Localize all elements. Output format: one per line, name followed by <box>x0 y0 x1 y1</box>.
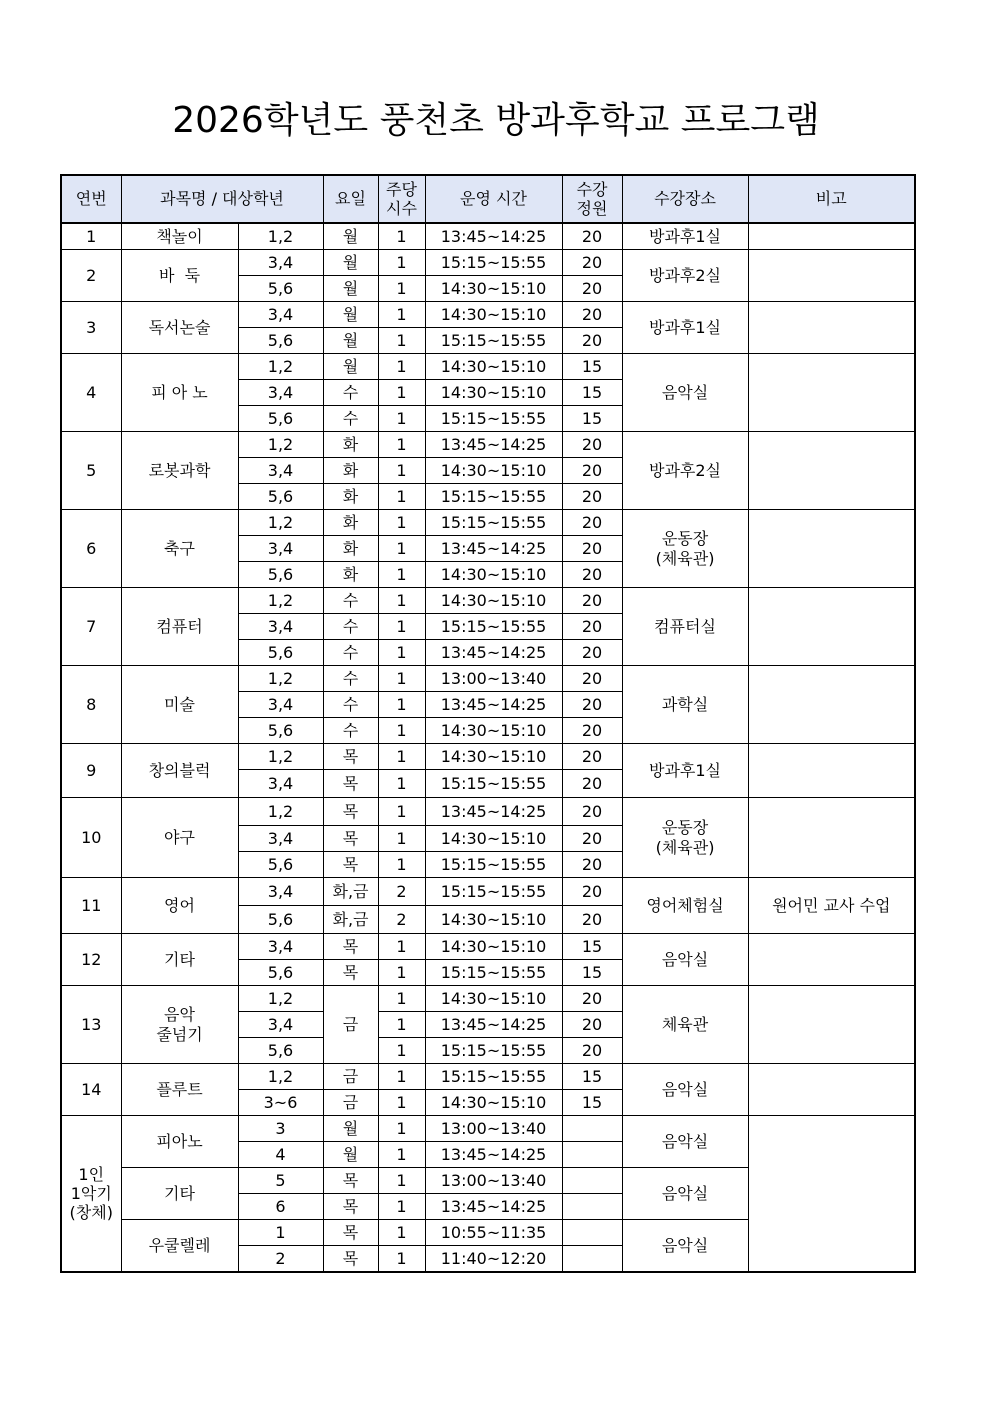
hours-cell: 1 <box>378 510 425 536</box>
hours-cell: 1 <box>378 276 425 302</box>
hours-cell: 1 <box>378 458 425 484</box>
time-cell: 15:15~15:55 <box>425 614 562 640</box>
subject-name: 창의블럭 <box>121 744 238 798</box>
note-cell <box>748 666 915 744</box>
time-cell: 14:30~15:10 <box>425 380 562 406</box>
note-cell <box>748 986 915 1064</box>
row-no: 14 <box>61 1064 121 1116</box>
subject-name: 축구 <box>121 510 238 588</box>
grade-cell: 3,4 <box>238 302 323 328</box>
time-cell: 13:00~13:40 <box>425 1116 562 1142</box>
day-cell: 목 <box>323 960 378 986</box>
day-cell: 금 <box>323 1064 378 1090</box>
day-cell: 월 <box>323 250 378 276</box>
table-row <box>61 798 915 826</box>
capacity-cell <box>562 1168 622 1194</box>
day-cell: 월 <box>323 354 378 380</box>
place-cell: 방과후1실 <box>622 744 748 798</box>
grade-cell: 5,6 <box>238 852 323 878</box>
time-cell: 14:30~15:10 <box>425 562 562 588</box>
capacity-cell: 20 <box>562 614 622 640</box>
header-time: 운영 시간 <box>425 175 562 223</box>
table-row <box>61 878 915 906</box>
row-no: 12 <box>61 934 121 986</box>
grade-cell: 4 <box>238 1142 323 1168</box>
place-cell: 방과후1실 <box>622 302 748 354</box>
subject-name: 컴퓨터 <box>121 588 238 666</box>
day-cell: 월 <box>323 302 378 328</box>
program-table <box>60 174 916 1273</box>
capacity-cell: 20 <box>562 223 622 250</box>
hours-cell: 1 <box>378 562 425 588</box>
day-cell: 수 <box>323 666 378 692</box>
grade-cell: 3,4 <box>238 1012 323 1038</box>
hours-cell: 1 <box>378 1064 425 1090</box>
hours-cell: 1 <box>378 718 425 744</box>
capacity-cell: 20 <box>562 432 622 458</box>
grade-cell: 3,4 <box>238 934 323 960</box>
capacity-cell: 20 <box>562 328 622 354</box>
capacity-cell: 20 <box>562 484 622 510</box>
subject-name: 플루트 <box>121 1064 238 1116</box>
time-cell: 13:45~14:25 <box>425 640 562 666</box>
day-cell: 목 <box>323 934 378 960</box>
time-cell: 13:00~13:40 <box>425 666 562 692</box>
day-cell: 월 <box>323 223 378 250</box>
grade-cell: 3,4 <box>238 536 323 562</box>
capacity-cell: 20 <box>562 536 622 562</box>
time-cell: 15:15~15:55 <box>425 770 562 798</box>
grade-cell: 3,4 <box>238 878 323 906</box>
day-cell: 목 <box>323 744 378 770</box>
row-no: 4 <box>61 354 121 432</box>
grade-cell: 1,2 <box>238 223 323 250</box>
hours-cell: 1 <box>378 770 425 798</box>
day-cell: 목 <box>323 1246 378 1273</box>
hours-cell: 1 <box>378 1116 425 1142</box>
grade-cell: 5,6 <box>238 562 323 588</box>
day-cell: 목 <box>323 1194 378 1220</box>
table-row <box>61 934 915 960</box>
grade-cell: 5,6 <box>238 640 323 666</box>
capacity-cell <box>562 1116 622 1142</box>
subject-name: 야구 <box>121 798 238 878</box>
grade-cell: 1,2 <box>238 354 323 380</box>
capacity-cell: 20 <box>562 562 622 588</box>
row-no: 1 <box>61 223 121 250</box>
time-cell: 15:15~15:55 <box>425 484 562 510</box>
row-no: 8 <box>61 666 121 744</box>
note-cell <box>748 354 915 432</box>
capacity-cell: 20 <box>562 852 622 878</box>
grade-cell: 5,6 <box>238 276 323 302</box>
header-capacity: 수강 정원 <box>562 175 622 223</box>
hours-cell: 1 <box>378 354 425 380</box>
place-cell: 컴퓨터실 <box>622 588 748 666</box>
header-no: 연번 <box>61 175 121 223</box>
capacity-cell: 20 <box>562 458 622 484</box>
time-cell: 14:30~15:10 <box>425 276 562 302</box>
subject-name: 영어 <box>121 878 238 934</box>
time-cell: 13:45~14:25 <box>425 1194 562 1220</box>
time-cell: 14:30~15:10 <box>425 302 562 328</box>
grade-cell: 1,2 <box>238 510 323 536</box>
time-cell: 13:45~14:25 <box>425 432 562 458</box>
table-row <box>61 1116 915 1142</box>
hours-cell: 1 <box>378 826 425 852</box>
table-row <box>61 302 915 328</box>
note-cell <box>748 588 915 666</box>
day-cell: 월 <box>323 328 378 354</box>
place-cell: 음악실 <box>622 1168 748 1220</box>
row-no: 11 <box>61 878 121 934</box>
table-row <box>61 666 915 692</box>
grade-cell: 3,4 <box>238 380 323 406</box>
hours-cell: 1 <box>378 986 425 1012</box>
capacity-cell: 20 <box>562 510 622 536</box>
day-cell: 수 <box>323 380 378 406</box>
capacity-cell: 15 <box>562 380 622 406</box>
capacity-cell: 20 <box>562 588 622 614</box>
time-cell: 14:30~15:10 <box>425 588 562 614</box>
day-cell: 화 <box>323 458 378 484</box>
day-cell: 금 <box>323 986 378 1064</box>
capacity-cell: 20 <box>562 744 622 770</box>
grade-cell: 3,4 <box>238 458 323 484</box>
grade-cell: 3,4 <box>238 250 323 276</box>
capacity-cell <box>562 1246 622 1273</box>
grade-cell: 3,4 <box>238 614 323 640</box>
time-cell: 13:45~14:25 <box>425 536 562 562</box>
day-cell: 금 <box>323 1090 378 1116</box>
hours-cell: 1 <box>378 1142 425 1168</box>
capacity-cell: 20 <box>562 798 622 826</box>
header-subject: 과목명 / 대상학년 <box>121 175 323 223</box>
capacity-cell: 20 <box>562 692 622 718</box>
row-no: 6 <box>61 510 121 588</box>
note-cell <box>748 302 915 354</box>
capacity-cell: 15 <box>562 354 622 380</box>
hours-cell: 1 <box>378 666 425 692</box>
time-cell: 13:45~14:25 <box>425 798 562 826</box>
header-weekly-hours: 주당 시수 <box>378 175 425 223</box>
hours-cell: 1 <box>378 1246 425 1273</box>
hours-cell: 1 <box>378 934 425 960</box>
place-cell: 방과후2실 <box>622 250 748 302</box>
time-cell: 14:30~15:10 <box>425 744 562 770</box>
capacity-cell <box>562 1220 622 1246</box>
grade-cell: 1,2 <box>238 666 323 692</box>
time-cell: 14:30~15:10 <box>425 986 562 1012</box>
time-cell: 14:30~15:10 <box>425 906 562 934</box>
time-cell: 13:45~14:25 <box>425 1012 562 1038</box>
hours-cell: 1 <box>378 406 425 432</box>
place-cell: 운동장 (체육관) <box>622 510 748 588</box>
place-cell: 음악실 <box>622 354 748 432</box>
row-no: 7 <box>61 588 121 666</box>
time-cell: 11:40~12:20 <box>425 1246 562 1273</box>
day-cell: 수 <box>323 406 378 432</box>
place-cell: 영어체험실 <box>622 878 748 934</box>
hours-cell: 1 <box>378 328 425 354</box>
hours-cell: 1 <box>378 302 425 328</box>
grade-cell: 1,2 <box>238 986 323 1012</box>
time-cell: 15:15~15:55 <box>425 878 562 906</box>
header-note: 비고 <box>748 175 915 223</box>
day-cell: 목 <box>323 852 378 878</box>
place-cell: 음악실 <box>622 1220 748 1273</box>
place-cell: 과학실 <box>622 666 748 744</box>
capacity-cell: 20 <box>562 666 622 692</box>
time-cell: 15:15~15:55 <box>425 960 562 986</box>
subject-name: 미술 <box>121 666 238 744</box>
day-cell: 월 <box>323 276 378 302</box>
capacity-cell: 20 <box>562 302 622 328</box>
day-cell: 화 <box>323 562 378 588</box>
hours-cell: 1 <box>378 1220 425 1246</box>
row-no: 13 <box>61 986 121 1064</box>
grade-cell: 5,6 <box>238 1038 323 1064</box>
hours-cell: 1 <box>378 1168 425 1194</box>
hours-cell: 1 <box>378 380 425 406</box>
capacity-cell: 20 <box>562 906 622 934</box>
hours-cell: 2 <box>378 878 425 906</box>
subject-name: 피 아 노 <box>121 354 238 432</box>
subject-name: 피아노 <box>121 1116 238 1168</box>
capacity-cell: 20 <box>562 250 622 276</box>
place-cell: 음악실 <box>622 934 748 986</box>
time-cell: 14:30~15:10 <box>425 826 562 852</box>
day-cell: 수 <box>323 614 378 640</box>
capacity-cell: 20 <box>562 640 622 666</box>
hours-cell: 1 <box>378 852 425 878</box>
row-no: 2 <box>61 250 121 302</box>
grade-cell: 3 <box>238 1116 323 1142</box>
capacity-cell: 15 <box>562 1090 622 1116</box>
table-row <box>61 744 915 770</box>
table-row <box>61 1064 915 1090</box>
hours-cell: 1 <box>378 432 425 458</box>
subject-name: 기타 <box>121 934 238 986</box>
subject-name: 독서논술 <box>121 302 238 354</box>
day-cell: 월 <box>323 1116 378 1142</box>
note-cell <box>748 1064 915 1116</box>
row-no: 5 <box>61 432 121 510</box>
time-cell: 15:15~15:55 <box>425 250 562 276</box>
note-cell: 원어민 교사 수업 <box>748 878 915 934</box>
subject-name: 음악 줄넘기 <box>121 986 238 1064</box>
day-cell: 목 <box>323 1220 378 1246</box>
hours-cell: 1 <box>378 960 425 986</box>
day-cell: 목 <box>323 1168 378 1194</box>
place-cell: 운동장 (체육관) <box>622 798 748 878</box>
day-cell: 수 <box>323 588 378 614</box>
note-cell <box>748 934 915 986</box>
grade-cell: 1,2 <box>238 1064 323 1090</box>
note-cell <box>748 223 915 250</box>
grade-cell: 5,6 <box>238 718 323 744</box>
header-row <box>61 175 915 223</box>
time-cell: 14:30~15:10 <box>425 354 562 380</box>
day-cell: 목 <box>323 770 378 798</box>
capacity-cell: 20 <box>562 276 622 302</box>
note-cell <box>748 510 915 588</box>
subject-name: 바 둑 <box>121 250 238 302</box>
capacity-cell: 15 <box>562 934 622 960</box>
time-cell: 15:15~15:55 <box>425 1064 562 1090</box>
row-no: 9 <box>61 744 121 798</box>
row-no: 10 <box>61 798 121 878</box>
place-cell: 음악실 <box>622 1116 748 1168</box>
header-day: 요일 <box>323 175 378 223</box>
time-cell: 14:30~15:10 <box>425 718 562 744</box>
grade-cell: 6 <box>238 1194 323 1220</box>
grade-cell: 5,6 <box>238 960 323 986</box>
day-cell: 목 <box>323 798 378 826</box>
grade-cell: 5,6 <box>238 328 323 354</box>
day-cell: 화 <box>323 510 378 536</box>
capacity-cell: 20 <box>562 770 622 798</box>
table-row <box>61 510 915 536</box>
place-cell: 방과후2실 <box>622 432 748 510</box>
row-no: 1인 1악기 (창체) <box>61 1116 121 1273</box>
capacity-cell: 20 <box>562 1012 622 1038</box>
page-title: 2026학년도 풍천초 방과후학교 프로그램 <box>172 100 820 141</box>
capacity-cell: 15 <box>562 406 622 432</box>
day-cell: 수 <box>323 718 378 744</box>
capacity-cell: 15 <box>562 1064 622 1090</box>
grade-cell: 3~6 <box>238 1090 323 1116</box>
time-cell: 13:00~13:40 <box>425 1168 562 1194</box>
grade-cell: 2 <box>238 1246 323 1273</box>
time-cell: 14:30~15:10 <box>425 1090 562 1116</box>
grade-cell: 1,2 <box>238 744 323 770</box>
grade-cell: 5 <box>238 1168 323 1194</box>
grade-cell: 5,6 <box>238 906 323 934</box>
time-cell: 15:15~15:55 <box>425 852 562 878</box>
capacity-cell: 15 <box>562 960 622 986</box>
grade-cell: 1,2 <box>238 432 323 458</box>
table-row <box>61 354 915 380</box>
subject-name: 책놀이 <box>121 223 238 250</box>
subject-name: 기타 <box>121 1168 238 1220</box>
place-cell: 체육관 <box>622 986 748 1064</box>
hours-cell: 1 <box>378 744 425 770</box>
hours-cell: 1 <box>378 1038 425 1064</box>
hours-cell: 1 <box>378 1194 425 1220</box>
place-cell: 방과후1실 <box>622 223 748 250</box>
capacity-cell <box>562 1142 622 1168</box>
note-cell <box>748 1116 915 1273</box>
time-cell: 13:45~14:25 <box>425 1142 562 1168</box>
time-cell: 15:15~15:55 <box>425 510 562 536</box>
day-cell: 화,금 <box>323 906 378 934</box>
time-cell: 14:30~15:10 <box>425 458 562 484</box>
grade-cell: 1 <box>238 1220 323 1246</box>
time-cell: 15:15~15:55 <box>425 328 562 354</box>
table-row <box>61 588 915 614</box>
table-row <box>61 986 915 1012</box>
time-cell: 13:45~14:25 <box>425 692 562 718</box>
hours-cell: 1 <box>378 484 425 510</box>
capacity-cell <box>562 1194 622 1220</box>
day-cell: 화 <box>323 536 378 562</box>
hours-cell: 1 <box>378 536 425 562</box>
place-cell: 음악실 <box>622 1064 748 1116</box>
day-cell: 화 <box>323 484 378 510</box>
subject-name: 우쿨렐레 <box>121 1220 238 1273</box>
table-row <box>61 250 915 276</box>
grade-cell: 5,6 <box>238 406 323 432</box>
note-cell <box>748 250 915 302</box>
note-cell <box>748 744 915 798</box>
capacity-cell: 20 <box>562 718 622 744</box>
hours-cell: 1 <box>378 223 425 250</box>
day-cell: 화 <box>323 432 378 458</box>
hours-cell: 1 <box>378 1090 425 1116</box>
time-cell: 14:30~15:10 <box>425 934 562 960</box>
header-place: 수강장소 <box>622 175 748 223</box>
hours-cell: 1 <box>378 614 425 640</box>
day-cell: 목 <box>323 826 378 852</box>
day-cell: 화,금 <box>323 878 378 906</box>
grade-cell: 3,4 <box>238 770 323 798</box>
hours-cell: 1 <box>378 798 425 826</box>
capacity-cell: 20 <box>562 1038 622 1064</box>
grade-cell: 3,4 <box>238 826 323 852</box>
day-cell: 월 <box>323 1142 378 1168</box>
capacity-cell: 20 <box>562 878 622 906</box>
note-cell <box>748 432 915 510</box>
hours-cell: 1 <box>378 250 425 276</box>
capacity-cell: 20 <box>562 826 622 852</box>
day-cell: 수 <box>323 692 378 718</box>
row-no: 3 <box>61 302 121 354</box>
time-cell: 15:15~15:55 <box>425 1038 562 1064</box>
grade-cell: 1,2 <box>238 798 323 826</box>
table-row <box>61 223 915 250</box>
time-cell: 13:45~14:25 <box>425 223 562 250</box>
hours-cell: 1 <box>378 692 425 718</box>
capacity-cell: 20 <box>562 986 622 1012</box>
day-cell: 수 <box>323 640 378 666</box>
grade-cell: 1,2 <box>238 588 323 614</box>
subject-name: 로봇과학 <box>121 432 238 510</box>
time-cell: 10:55~11:35 <box>425 1220 562 1246</box>
hours-cell: 1 <box>378 588 425 614</box>
time-cell: 15:15~15:55 <box>425 406 562 432</box>
grade-cell: 3,4 <box>238 692 323 718</box>
hours-cell: 1 <box>378 640 425 666</box>
note-cell <box>748 798 915 878</box>
hours-cell: 1 <box>378 1012 425 1038</box>
table-row <box>61 432 915 458</box>
grade-cell: 5,6 <box>238 484 323 510</box>
hours-cell: 2 <box>378 906 425 934</box>
